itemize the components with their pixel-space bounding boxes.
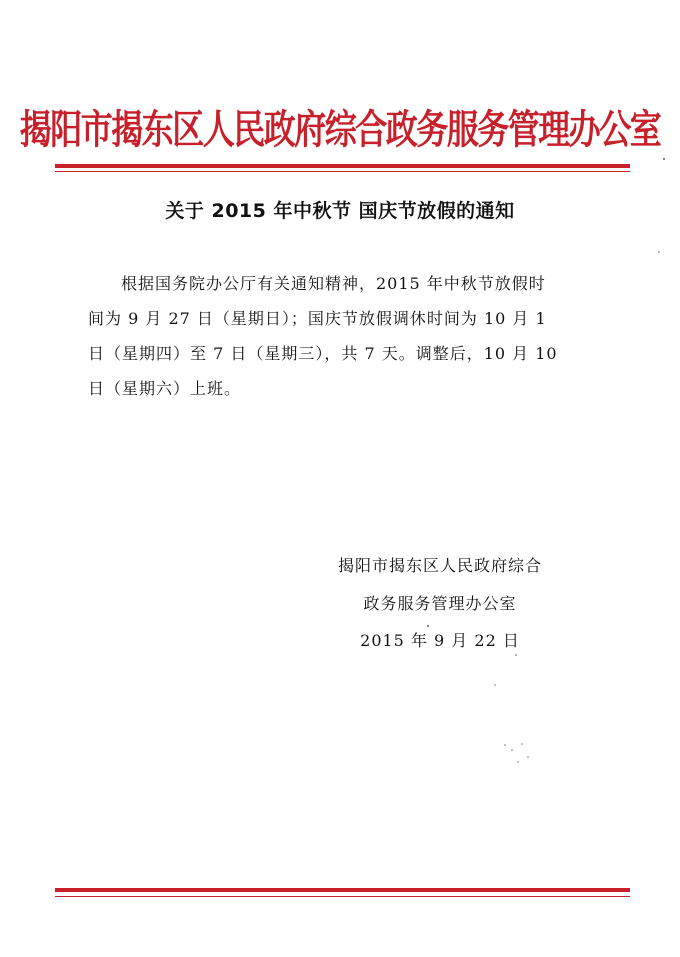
notice-title: 关于 2015 年中秋节 国庆节放假的通知 [165,200,515,222]
footer-rule-thin [55,896,630,897]
issue-date: 2015 年 9 月 22 日 [360,631,520,650]
issuer-line-2: 政务服务管理办公室 [363,594,517,613]
body-line: 根据国务院办公厅有关通知精神，2015 年中秋节放假时 [121,274,546,293]
header-rule-thick [55,164,630,168]
issuer-line-1: 揭阳市揭东区人民政府综合 [337,556,542,575]
header-rule-thin [55,171,630,172]
footer-rule-thick [55,888,630,892]
body-line: 日（星期四）至 7 日（星期三），共 7 天。调整后，10 月 10 [88,344,558,363]
body-line: 间为 9 月 27 日（星期日）；国庆节放假调休时间为 10 月 1 [88,309,547,328]
notice-body [88,266,608,406]
body-line: 日（星期六）上班。 [88,379,242,398]
org-masthead: 揭阳市揭东区人民政府综合政务服务管理办公室 [19,105,661,153]
